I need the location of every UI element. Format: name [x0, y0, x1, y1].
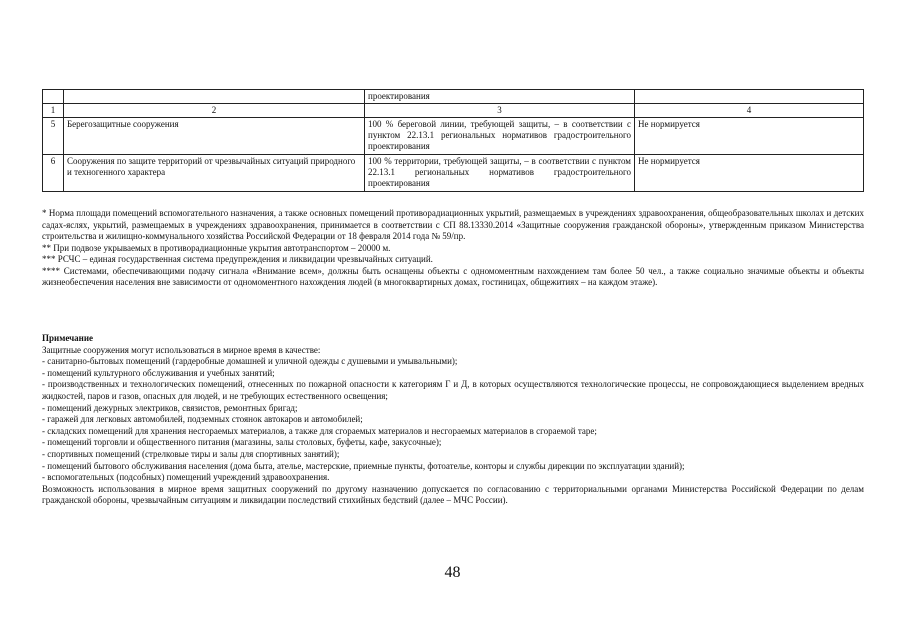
norm-text: Не нормируется [635, 155, 864, 192]
footnote: **** Системами, обеспечивающими подачу сигнала «Внимание всем», должны быть оснащены объекты с одномоментным нахождением там более 50 чел., а также социально значимые объекты и объекты жизнеобеспечения населения вне зависимости от одномоментного нахождения людей (в многоквартирных домах, гостиницах, общежитиях – на каждом этаже). [42, 265, 864, 287]
note-line: - вспомогательных (подсобных) помещений учреждений здравоохранения. [42, 472, 330, 483]
column-number: 3 [365, 104, 635, 118]
note-line: Возможность использования в мирное время защитных сооружений по другому назначению допускается по согласованию с территориальными органами Министерства Российской Федерации по делам гражданской обороны, чрезвычайным ситуациям и ликвидации последствий стихийных бедствий (далее – МЧС России). [42, 483, 864, 506]
row-number: 5 [43, 118, 64, 155]
table-cell: проектирования [365, 90, 635, 104]
row-number: 6 [43, 155, 64, 192]
note-line: - гаражей для легковых автомобилей, подземных стоянок автокаров и автомобилей; [42, 414, 363, 425]
note-line: - складских помещений для хранения несгораемых материалов, а также для сгораемых материалов и несгораемых материалов в сгораемой таре; [42, 425, 597, 436]
column-number: 2 [64, 104, 365, 118]
table-row [43, 155, 864, 192]
column-number: 1 [43, 104, 64, 118]
table-continuation-row [43, 90, 864, 104]
footnote: ** При подвозе укрываемых в противорадиационные укрытия автотранспортом – 20000 м. [42, 242, 391, 253]
note-title: Примечание [42, 333, 94, 343]
note-section [42, 333, 864, 507]
note-line: - спортивных помещений (стрелковые тиры и залы для спортивных занятий); [42, 448, 340, 459]
norms-table [42, 89, 864, 192]
table-cell [635, 90, 864, 104]
footnotes [42, 208, 864, 289]
note-line: - помещений культурного обслуживания и учебных занятий; [42, 367, 275, 378]
note-line: - помещений бытового обслуживания населения (дома быта, ателье, мастерские, приемные пункты, фотоателье, конторы и службы дирекции по эксплуатации зданий); [42, 460, 685, 471]
note-line: Защитные сооружения могут использоваться в мирное время в качестве: [42, 344, 321, 355]
page-number: 48 [444, 564, 461, 581]
facility-name: Сооружения по защите территорий от чрезвычайных ситуаций природного и техногенного характера [64, 155, 365, 192]
table-row [43, 118, 864, 155]
requirement-text: 100 % береговой линии, требующей защиты, – в соответствии с пунктом 22.13.1 региональных нормативов градостроительного проектирования [365, 118, 635, 155]
table-cell [43, 90, 64, 104]
note-line: - помещений торговли и общественного питания (магазины, залы столовых, буфеты, кафе, закусочные); [42, 437, 442, 448]
facility-name: Берегозащитные сооружения [64, 118, 365, 155]
table-cell [64, 90, 365, 104]
column-number: 4 [635, 104, 864, 118]
footnote: * Норма площади помещений вспомогательного назначения, а также основных помещений противорадиационных укрытий, размещаемых в учреждениях здравоохранения, общеобразовательных школах и детских садах-яслях, укрытий, размещаемых в учреждениях здравоохранения, принимается в соответствии с СП 88.13330.2014 «Защитные сооружения гражданской обороны», утвержденным приказом Министерства строительства и жилищно-коммунального хозяйства Российской Федерации от 18 февраля 2014 года № 59/пр. [42, 208, 864, 241]
note-line: - помещений дежурных электриков, связистов, ремонтных бригад; [42, 402, 298, 413]
table-header-row [43, 104, 864, 118]
note-line: - санитарно-бытовых помещений (гардеробные домашней и уличной одежды с душевыми и умывальными); [42, 356, 458, 367]
footnote: *** РСЧС – единая государственная система предупреждения и ликвидации чрезвычайных ситуаций. [42, 254, 433, 264]
requirement-text: 100 % территории, требующей защиты, – в соответствии с пунктом 22.13.1 региональных нормативов градостроительного проектирования [365, 155, 635, 192]
note-line: - производственных и технологических помещений, отнесенных по пожарной опасности к категориям Г и Д, в которых осуществляются технологические процессы, не сопровождающиеся выделением вредных жидкостей, паров и газов, опасных для людей, и не требующих естественного освещения; [42, 379, 864, 401]
norm-text: Не нормируется [635, 118, 864, 155]
